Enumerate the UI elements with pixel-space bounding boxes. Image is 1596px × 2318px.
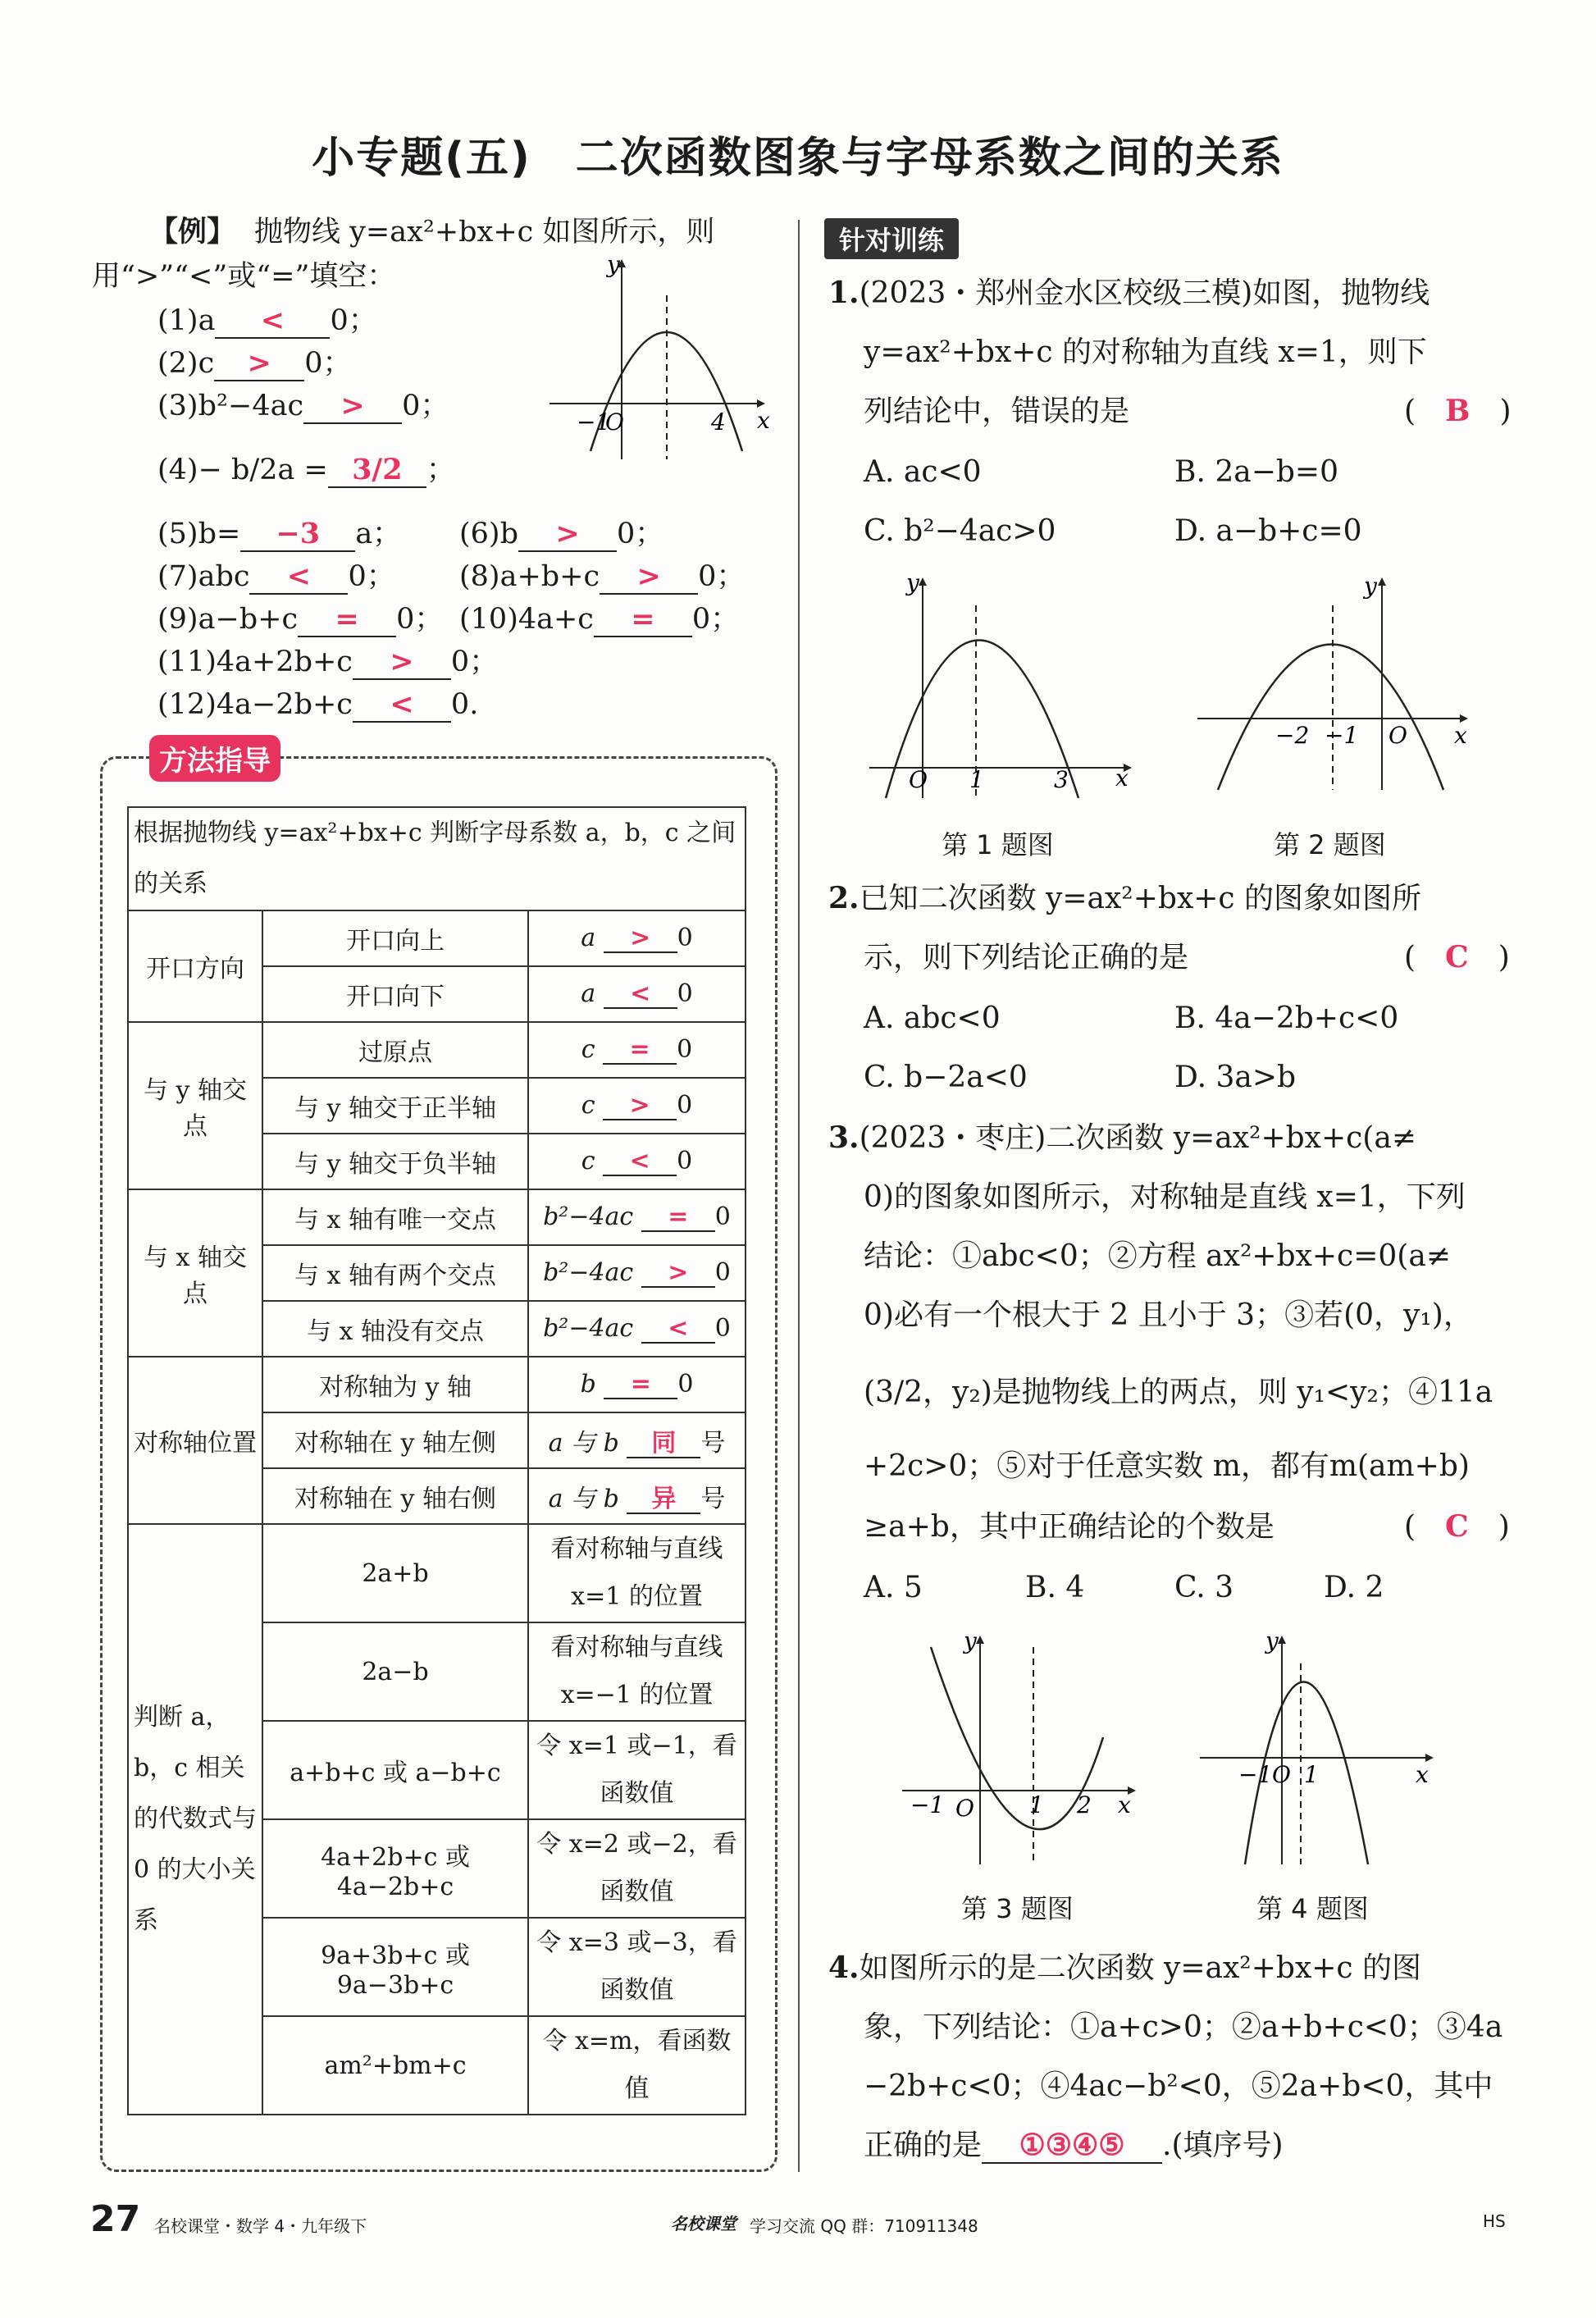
column-divider bbox=[798, 220, 800, 2172]
example-parabola-graph bbox=[545, 254, 771, 468]
origin-label: O bbox=[1389, 722, 1407, 749]
answer-blank[interactable]: < bbox=[353, 689, 451, 723]
example-item-3: (3)b²−4ac > 0； bbox=[157, 389, 449, 422]
example-item-9: (9)a−b+c = 0； bbox=[157, 602, 444, 636]
q4-line4: 正确的是 ①③④⑤ .(填序号) bbox=[864, 2128, 1284, 2162]
q1-caption: 第 1 题图 bbox=[942, 829, 1054, 860]
q3-line3: 结论：①abc<0；②方程 ax²+bx+c=0(a≠ bbox=[864, 1239, 1451, 1273]
example-item-1: (1)a < 0； bbox=[157, 303, 377, 337]
axis-x-label: x bbox=[1416, 1761, 1429, 1788]
example-item-10: (10)4a+c = 0； bbox=[459, 602, 740, 636]
axis-y-label: y bbox=[906, 573, 919, 596]
condition-answer: a 与 b 异 号 bbox=[528, 1468, 746, 1524]
example-intro-line2: 用“>”“<”或“=”填空： bbox=[92, 260, 396, 293]
judge-method: 令 x=m，看函数值 bbox=[528, 2016, 746, 2115]
q3-line1: 3.(2023・枣庄)二次函数 y=ax²+bx+c(a≠ bbox=[828, 1120, 1416, 1155]
answer-blank[interactable]: > bbox=[353, 646, 451, 680]
q2-caption: 第 2 题图 bbox=[1274, 829, 1386, 860]
answer-blank[interactable]: > bbox=[518, 518, 617, 552]
tick-neg-one: −1 bbox=[577, 408, 611, 436]
condition-desc: 过原点 bbox=[262, 1022, 528, 1078]
q2-option-d[interactable]: D. 3a>b bbox=[1174, 1061, 1297, 1094]
q1-line2: y=ax²+bx+c 的对称轴为直线 x=1，则下 bbox=[864, 335, 1427, 369]
tick-neg-one: −1 bbox=[910, 1791, 945, 1818]
answer-blank[interactable]: > bbox=[214, 348, 304, 381]
q2-option-b[interactable]: B. 4a−2b+c<0 bbox=[1174, 1002, 1399, 1035]
q4-graph bbox=[1196, 1631, 1442, 1869]
condition-answer: a > 0 bbox=[528, 910, 746, 966]
expression: 2a+b bbox=[262, 1524, 528, 1622]
expression: 4a+2b+c 或 4a−2b+c bbox=[262, 1819, 528, 1918]
q1-option-c[interactable]: C. b²−4ac>0 bbox=[864, 514, 1056, 548]
q3-answer: ( C ) bbox=[1404, 1509, 1510, 1544]
example-item-5: (5)b= −3 a； bbox=[157, 517, 402, 550]
tick-three: 3 bbox=[1054, 766, 1069, 793]
condition-desc: 对称轴在 y 轴左侧 bbox=[262, 1412, 528, 1468]
answer-blank[interactable]: 异 bbox=[627, 1485, 700, 1514]
axis-y-label: y bbox=[607, 254, 620, 278]
tick-one: 1 bbox=[1029, 1791, 1044, 1818]
origin-label: O bbox=[955, 1795, 974, 1822]
example-item-7: (7)abc < 0； bbox=[157, 559, 395, 593]
judge-method: 令 x=3 或−3，看函数值 bbox=[528, 1918, 746, 2016]
condition-desc: 与 x 轴有唯一交点 bbox=[262, 1189, 528, 1245]
answer-blank[interactable]: −3 bbox=[240, 518, 355, 552]
q2-line2: 示，则下列结论正确的是 bbox=[864, 941, 1189, 974]
judge-method: 看对称轴与直线 x=1 的位置 bbox=[528, 1524, 746, 1622]
q3-option-d[interactable]: D. 2 bbox=[1324, 1571, 1384, 1604]
example-item-6: (6)b > 0； bbox=[459, 517, 664, 550]
condition-desc: 与 y 轴交于正半轴 bbox=[262, 1078, 528, 1134]
answer-blank[interactable]: > bbox=[600, 561, 698, 595]
q3-option-b[interactable]: B. 4 bbox=[1025, 1571, 1085, 1604]
answer-blank[interactable]: = bbox=[594, 604, 692, 637]
tick-two: 2 bbox=[1077, 1791, 1092, 1818]
tick-neg-one: −1 bbox=[1238, 1761, 1273, 1788]
origin-label: O bbox=[1272, 1761, 1291, 1788]
q3-line7: ≥a+b，其中正确结论的个数是 bbox=[864, 1510, 1275, 1544]
q4-line1: 4.如图所示的是二次函数 y=ax²+bx+c 的图 bbox=[828, 1951, 1422, 1985]
q1-graph bbox=[861, 573, 1140, 802]
condition-desc: 与 x 轴没有交点 bbox=[262, 1301, 528, 1357]
group-name: 与 x 轴交点 bbox=[128, 1189, 262, 1357]
q3-option-c[interactable]: C. 3 bbox=[1174, 1571, 1234, 1604]
q2-graph bbox=[1193, 573, 1489, 794]
example-item-2: (2)c > 0； bbox=[157, 346, 352, 380]
q1-option-b[interactable]: B. 2a−b=0 bbox=[1174, 455, 1338, 489]
method-table bbox=[127, 806, 746, 2115]
q2-option-a[interactable]: A. abc<0 bbox=[864, 1002, 1001, 1035]
group-name: 对称轴位置 bbox=[128, 1357, 262, 1524]
condition-answer: c > 0 bbox=[528, 1078, 746, 1134]
condition-answer: b²−4ac = 0 bbox=[528, 1189, 746, 1245]
answer-blank[interactable]: ①③④⑤ bbox=[982, 2129, 1162, 2164]
axis-y-label: y bbox=[964, 1631, 977, 1654]
tick-one: 1 bbox=[1304, 1761, 1319, 1788]
q3-option-a[interactable]: A. 5 bbox=[864, 1571, 923, 1604]
tick-one: 1 bbox=[969, 766, 984, 793]
axis-y-label: y bbox=[1265, 1631, 1279, 1654]
q1-option-d[interactable]: D. a−b+c=0 bbox=[1174, 514, 1362, 548]
axis-x-label: x bbox=[1454, 722, 1467, 749]
answer-blank[interactable]: 3/2 bbox=[328, 454, 426, 488]
footer-qq-group: 学习交流 QQ 群：710911348 bbox=[750, 2216, 978, 2236]
answer-blank[interactable]: 同 bbox=[627, 1430, 700, 1458]
expression: 2a−b bbox=[262, 1622, 528, 1721]
condition-answer: b²−4ac < 0 bbox=[528, 1301, 746, 1357]
example-item-8: (8)a+b+c > 0； bbox=[459, 559, 746, 593]
q2-option-c[interactable]: C. b−2a<0 bbox=[864, 1061, 1028, 1094]
footer-edition: HS bbox=[1483, 2211, 1506, 2231]
axis-x-label: x bbox=[1115, 764, 1129, 792]
answer-blank[interactable]: > bbox=[303, 390, 402, 424]
tick-neg-two: −2 bbox=[1275, 722, 1310, 749]
origin-label: O bbox=[909, 766, 928, 793]
q1-line1: 1.(2023・郑州金水区校级三模)如图，抛物线 bbox=[828, 276, 1430, 310]
judge-method: 令 x=1 或−1，看函数值 bbox=[528, 1721, 746, 1819]
group-name: 与 y 轴交点 bbox=[128, 1022, 262, 1189]
q4-caption: 第 4 题图 bbox=[1256, 1893, 1369, 1924]
answer-blank[interactable]: < bbox=[249, 561, 348, 595]
answer-blank[interactable]: > bbox=[603, 1092, 677, 1120]
condition-desc: 对称轴在 y 轴右侧 bbox=[262, 1468, 528, 1524]
answer-blank[interactable]: < bbox=[604, 980, 677, 1009]
condition-answer: c = 0 bbox=[528, 1022, 746, 1078]
condition-answer: a < 0 bbox=[528, 966, 746, 1022]
answer-blank[interactable]: < bbox=[641, 1315, 715, 1344]
q2-line1: 2.已知二次函数 y=ax²+bx+c 的图象如图所 bbox=[828, 881, 1422, 915]
answer-blank[interactable]: = bbox=[641, 1203, 715, 1232]
expression: 9a+3b+c 或 9a−3b+c bbox=[262, 1918, 528, 2016]
q3-caption: 第 3 题图 bbox=[961, 1893, 1074, 1924]
condition-answer: b = 0 bbox=[528, 1357, 746, 1412]
q3-line6: +2c>0；⑤对于任意实数 m，都有m(am+b) bbox=[864, 1449, 1470, 1483]
group-name: 开口方向 bbox=[128, 910, 262, 1022]
q3-line5: (3/2，y₂)是抛物线上的两点，则 y₁<y₂；④11a bbox=[864, 1376, 1493, 1409]
method-table-header: 根据抛物线 y=ax²+bx+c 判断字母系数 a，b，c 之间的关系 bbox=[128, 807, 746, 910]
q1-answer: ( B ) bbox=[1404, 394, 1512, 428]
axis-y-label: y bbox=[1364, 573, 1377, 600]
page-number: 27 bbox=[90, 2198, 141, 2240]
answer-blank[interactable]: < bbox=[603, 1148, 677, 1176]
example-item-12: (12)4a−2b+c < 0. bbox=[157, 687, 479, 721]
tick-neg-one: −1 bbox=[1325, 722, 1359, 749]
condition-answer: b²−4ac > 0 bbox=[528, 1245, 746, 1301]
training-badge: 针对训练 bbox=[824, 218, 959, 259]
answer-blank[interactable]: = bbox=[603, 1036, 677, 1065]
judge-method: 看对称轴与直线 x=−1 的位置 bbox=[528, 1622, 746, 1721]
q4-line2: 象，下列结论：①a+c>0；②a+b+c<0；③4a bbox=[864, 2010, 1503, 2044]
example-item-4: (4)− b/2a = 3/2 ； bbox=[157, 453, 455, 486]
answer-blank[interactable]: > bbox=[641, 1259, 715, 1288]
example-item-11: (11)4a+2b+c > 0； bbox=[157, 645, 499, 678]
q1-option-a[interactable]: A. ac<0 bbox=[864, 455, 982, 489]
judge-method: 令 x=2 或−2，看函数值 bbox=[528, 1819, 746, 1918]
condition-desc: 与 y 轴交于负半轴 bbox=[262, 1134, 528, 1189]
group-name: 判断 a，b，c 相关的代数式与 0 的大小关系 bbox=[128, 1524, 262, 2115]
q3-graph bbox=[898, 1631, 1144, 1869]
q4-line3: −2b+c<0；④4ac−b²<0，⑤2a+b<0，其中 bbox=[864, 2069, 1493, 2103]
condition-desc: 开口向上 bbox=[262, 910, 528, 966]
axis-x-label: x bbox=[1118, 1791, 1131, 1818]
answer-blank[interactable]: > bbox=[604, 924, 677, 953]
expression: am²+bm+c bbox=[262, 2016, 528, 2115]
example-label: 【例】 bbox=[149, 215, 236, 249]
condition-desc: 对称轴为 y 轴 bbox=[262, 1357, 528, 1412]
example-intro-line1: 抛物线 y=ax²+bx+c 如图所示，则 bbox=[254, 216, 715, 249]
q3-line2: 0)的图象如图所示，对称轴是直线 x=1，下列 bbox=[864, 1180, 1466, 1214]
expression: a+b+c 或 a−b+c bbox=[262, 1721, 528, 1819]
answer-blank[interactable]: < bbox=[215, 305, 330, 339]
q1-line3: 列结论中，错误的是 bbox=[864, 395, 1130, 428]
condition-answer: a 与 b 同 号 bbox=[528, 1412, 746, 1468]
condition-answer: c < 0 bbox=[528, 1134, 746, 1189]
page-title: 小专题(五) 二次函数图象与字母系数之间的关系 bbox=[312, 134, 1284, 183]
footer-logo: 名校课堂 bbox=[671, 2214, 736, 2234]
answer-blank[interactable]: = bbox=[298, 604, 396, 637]
condition-desc: 与 x 轴有两个交点 bbox=[262, 1245, 528, 1301]
axis-x-label: x bbox=[757, 407, 770, 434]
q2-answer: ( C ) bbox=[1404, 940, 1510, 974]
q3-line4: 0)必有一个根大于 2 且小于 3；③若(0，y₁)， bbox=[864, 1298, 1473, 1332]
method-guide-badge: 方法指导 bbox=[149, 735, 280, 782]
condition-desc: 开口向下 bbox=[262, 966, 528, 1022]
answer-blank[interactable]: = bbox=[604, 1371, 677, 1399]
footer-book-title: 名校课堂・数学 4・九年级下 bbox=[154, 2216, 367, 2236]
origin-label: O bbox=[605, 408, 624, 436]
tick-four: 4 bbox=[711, 408, 726, 436]
